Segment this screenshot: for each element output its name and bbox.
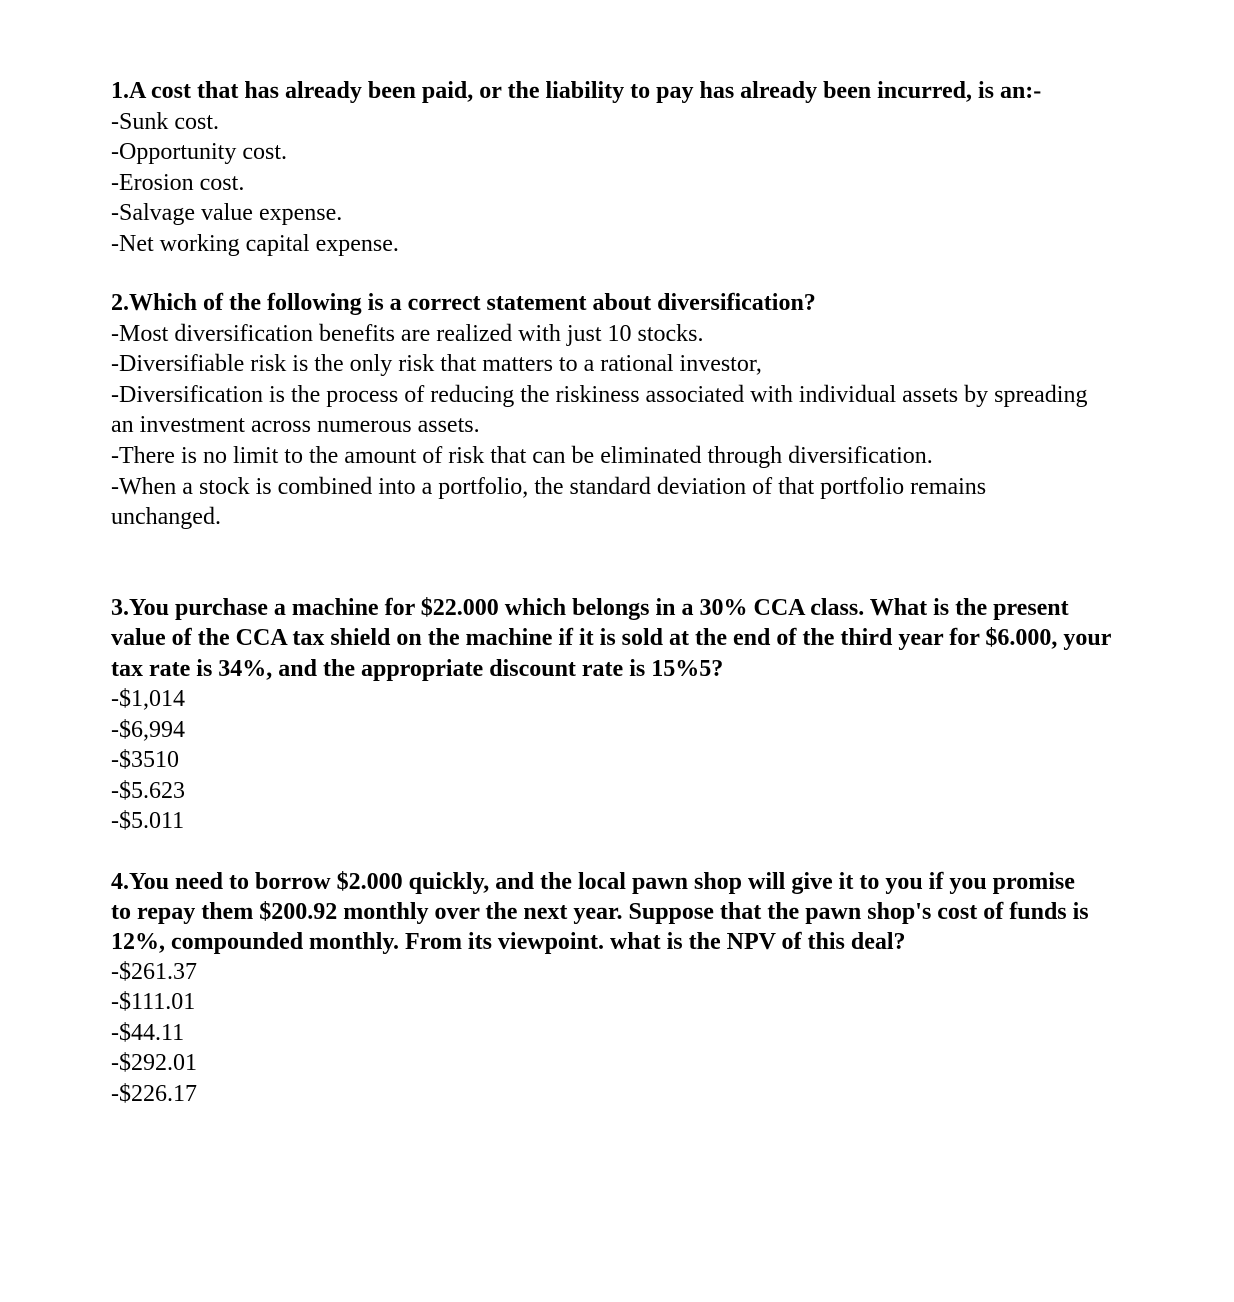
question-3-option-a: -$1,014	[111, 686, 185, 713]
question-1-option-d: -Salvage value expense.	[111, 200, 343, 226]
question-4	[111, 867, 1221, 1110]
question-1-option-a: -Sunk cost.	[111, 108, 219, 135]
question-2-text: 2.Which of the following is a correct statement about diversification?	[111, 290, 816, 316]
question-1-option-e: -Net working capital expense.	[111, 230, 399, 257]
question-1	[111, 76, 1221, 259]
question-4-option-b: -$111.01	[111, 989, 196, 1016]
question-3	[111, 593, 1221, 837]
question-2-option-c: -Diversification is the process of reducing the riskiness associated with individual assets by spreading an investment across numerous assets.	[111, 381, 1088, 439]
question-2-option-b: -Diversifiable risk is the only risk that matters to a rational investor,	[111, 351, 762, 378]
question-3-option-d: -$5.623	[111, 777, 185, 804]
document-page	[111, 76, 1221, 1109]
question-1-option-b: -Opportunity cost.	[111, 139, 287, 165]
question-2-option-d: -There is no limit to the amount of risk that can be eliminated through diversification.	[111, 442, 933, 469]
question-3-option-c: -$3510	[111, 747, 179, 774]
question-2	[111, 288, 1221, 533]
question-1-option-c: -Erosion cost.	[111, 169, 245, 196]
question-2-option-a: -Most diversification benefits are realized with just 10 stocks.	[111, 320, 704, 347]
question-4-option-d: -$292.01	[111, 1050, 197, 1077]
question-4-option-c: -$44.11	[111, 1019, 185, 1046]
question-4-option-e: -$226.17	[111, 1080, 197, 1107]
question-3-option-e: -$5.011	[111, 808, 185, 835]
question-4-text: 4.You need to borrow $2.000 quickly, and the local pawn shop will give it to you if you promise to repay them $200.92 monthly over the next year. Suppose that the pawn shop's cost of funds is 12%, compounded monthly. From its viewpoint. what is the NPV of this deal?	[111, 868, 1089, 955]
question-3-text: 3.You purchase a machine for $22.000 which belongs in a 30% CCA class. What is the present value of the CCA tax shield on the machine if it is sold at the end of the third year for $6.000, your tax rate is 34%, and the appropriate discount rate is 15%5?	[111, 594, 1111, 682]
question-3-option-b: -$6,994	[111, 716, 185, 743]
question-1-text: 1.A cost that has already been paid, or the liability to pay has already been incurred, is an:-	[111, 78, 1042, 104]
question-4-option-a: -$261.37	[111, 958, 197, 985]
question-2-option-e: -When a stock is combined into a portfolio, the standard deviation of that portfolio remains unchanged.	[111, 473, 987, 531]
